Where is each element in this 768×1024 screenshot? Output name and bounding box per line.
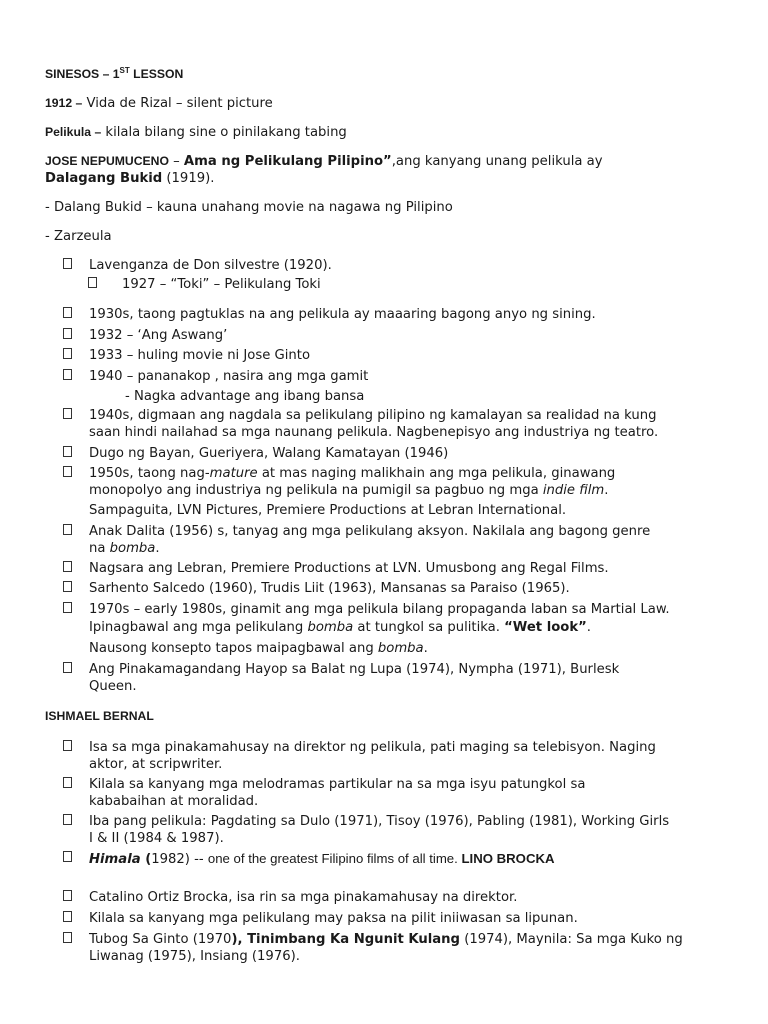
text-run: . (423, 641, 428, 656)
missing-glyph-icon (63, 777, 72, 788)
item-text: Kilala sa kanyang mga pelikulang may paksa na pilit iniiwasan sa lipunan. (89, 911, 578, 926)
text-run: (1974), Maynila: Sa mga Kuko ng (460, 932, 683, 947)
missing-glyph-icon (63, 602, 72, 613)
item-text: Isa sa mga pinakamahusay na direktor ng pelikula, pati maging sa telebisyon. Naging (89, 740, 656, 755)
missing-glyph-icon (63, 408, 72, 419)
missing-glyph-icon (63, 466, 72, 477)
item-text: Sampaguita, LVN Pictures, Premiere Productions at Lebran International. (89, 503, 567, 518)
item-text: saan hindi nailahad sa mga naunang pelikula. Nagbenepisyo ang industriya ng teatro. (89, 425, 659, 440)
item-text: aktor, at scripwriter. (89, 757, 223, 772)
bold-term: Pelikula – (45, 125, 102, 139)
dash: – (168, 154, 184, 169)
section-heading-bernal: ISHMAEL BERNAL (45, 709, 154, 723)
item-text (89, 931, 727, 948)
item-text: Dugo ng Bayan, Gueriyera, Walang Kamatayan (1946) (89, 446, 449, 461)
bold-italic-film: Himala (89, 852, 141, 867)
bold-term: 1912 – (45, 96, 83, 110)
title-text: SINESOS – 1 (45, 67, 120, 81)
italic-run: mature (209, 466, 258, 481)
italic-run: bomba (307, 620, 354, 635)
missing-glyph-icon (63, 369, 72, 380)
item-text: Kilala sa kanyang mga melodramas partikular na sa mga isyu patungkol sa (89, 777, 586, 792)
missing-glyph-icon (63, 348, 72, 359)
bold-name: LINO BROCKA (461, 851, 555, 866)
text-run: at tungkol sa pulitika. (353, 620, 505, 635)
text-run: monopolyo ang industriya ng pelikula na pumigil sa pagbuo ng mga (89, 483, 543, 498)
bold-film: ), Tinimbang Ka Ngunit Kulang (231, 932, 460, 947)
italic-run: bomba (109, 541, 156, 556)
italic-run: bomba (377, 641, 424, 656)
item-text (89, 540, 727, 557)
line-1912 (45, 95, 735, 112)
text-run: . (586, 620, 591, 635)
item-text: 1940 – pananakop , nasira ang mga gamit (89, 369, 369, 384)
line-text: Vida de Rizal – silent picture (82, 96, 273, 111)
item-text: Sarhento Salcedo (1960), Trudis Liit (1963), Mansanas sa Paraiso (1965). (89, 581, 570, 596)
item-text (89, 640, 727, 657)
missing-glyph-icon (63, 446, 72, 457)
italic-run: indie film (542, 483, 605, 498)
missing-glyph-icon (63, 258, 72, 269)
text-run: . (155, 541, 160, 556)
text-run: Nausong konsepto tapos maipagbawal ang (89, 641, 378, 656)
item-text: Lavenganza de Don silvestre (1920). (89, 258, 332, 273)
item-text: 1933 – huling movie ni Jose Ginto (89, 348, 311, 363)
missing-glyph-icon (63, 740, 72, 751)
line-zarzeula: - Zarzeula (45, 229, 112, 244)
text-run: 1950s, taong nag- (89, 466, 210, 481)
item-text (89, 482, 727, 499)
line-dalang-bukid: - Dalang Bukid – kauna unahang movie na nagawa ng Pilipino (45, 200, 453, 215)
missing-glyph-icon (88, 277, 97, 288)
item-text: 1930s, taong pagtuklas na ang pelikula ay maaaring bagong anyo ng sining. (89, 307, 596, 322)
text-run: . (604, 483, 609, 498)
title-tail: LESSON (129, 67, 184, 81)
item-text: I & II (1984 & 1987). (89, 831, 224, 846)
item-text: Catalino Ortiz Brocka, isa rin sa mga pinakamahusay na direktor. (89, 890, 518, 905)
item-text: Queen. (89, 679, 137, 694)
text-run: 1982) -- (151, 852, 208, 867)
missing-glyph-icon (63, 581, 72, 592)
item-text: 1940s, digmaan ang nagdala sa pelikulang pilipino ng kamalayan sa realidad na kung (89, 408, 657, 423)
missing-glyph-icon (63, 851, 72, 862)
item-text: 1927 – “Toki” – Pelikulang Toki (122, 277, 321, 292)
missing-glyph-icon (63, 890, 72, 901)
line-text: kilala bilang sine o pinilakang tabing (101, 125, 347, 140)
item-text: Nagsara ang Lebran, Premiere Productions at LVN. Umusbong ang Regal Films. (89, 561, 609, 576)
item-text (89, 465, 727, 482)
item-text: kababaihan at moralidad. (89, 794, 259, 809)
lesson-title (45, 66, 735, 83)
bold-run: ( (140, 852, 152, 867)
line-dalagang (45, 170, 735, 187)
line-text: (1919). (162, 171, 215, 186)
missing-glyph-icon (63, 328, 72, 339)
text-run: Ipinagbawal ang mga pelikulang (89, 620, 308, 635)
bold-title: Ama ng Pelikulang Pilipino” (183, 154, 392, 169)
missing-glyph-icon (63, 911, 72, 922)
missing-glyph-icon (63, 524, 72, 535)
text-run: Tubog Sa Ginto (1970 (89, 932, 232, 947)
item-text: 1970s – early 1980s, ginamit ang mga pelikula bilang propaganda laban sa Martial Law. (89, 602, 670, 617)
bold-name: JOSE NEPUMUCENO (45, 154, 169, 168)
item-text (89, 850, 727, 868)
text-run: one of the greatest Filipino films of all time. (207, 851, 462, 866)
missing-glyph-icon (63, 561, 72, 572)
line-nepumuceno (45, 153, 735, 170)
item-text: Anak Dalita (1956) s, tanyag ang mga pelikulang aksyon. Nakilala ang bagong genre (89, 524, 651, 539)
line-pelikula (45, 124, 735, 141)
item-text: - Nagka advantage ang ibang bansa (125, 389, 365, 404)
missing-glyph-icon (63, 307, 72, 318)
bold-run: “Wet look” (504, 620, 587, 635)
text-run: at mas naging malikhain ang mga pelikula, ginawang (257, 466, 616, 481)
item-text: Iba pang pelikula: Pagdating sa Dulo (1971), Tisoy (1976), Pabling (1981), Working Girls (89, 814, 670, 829)
missing-glyph-icon (63, 662, 72, 673)
missing-glyph-icon (63, 932, 72, 943)
item-text (89, 619, 727, 636)
line-text: ,ang kanyang unang pelikula ay (391, 154, 603, 169)
text-run: na (89, 541, 110, 556)
item-text: Liwanag (1975), Insiang (1976). (89, 949, 300, 964)
missing-glyph-icon (63, 814, 72, 825)
bold-film: Dalagang Bukid (45, 171, 163, 186)
item-text: Ang Pinakamagandang Hayop sa Balat ng Lupa (1974), Nympha (1971), Burlesk (89, 662, 620, 677)
title-superscript: ST (119, 65, 130, 75)
item-text: 1932 – ‘Ang Aswang’ (89, 328, 228, 343)
